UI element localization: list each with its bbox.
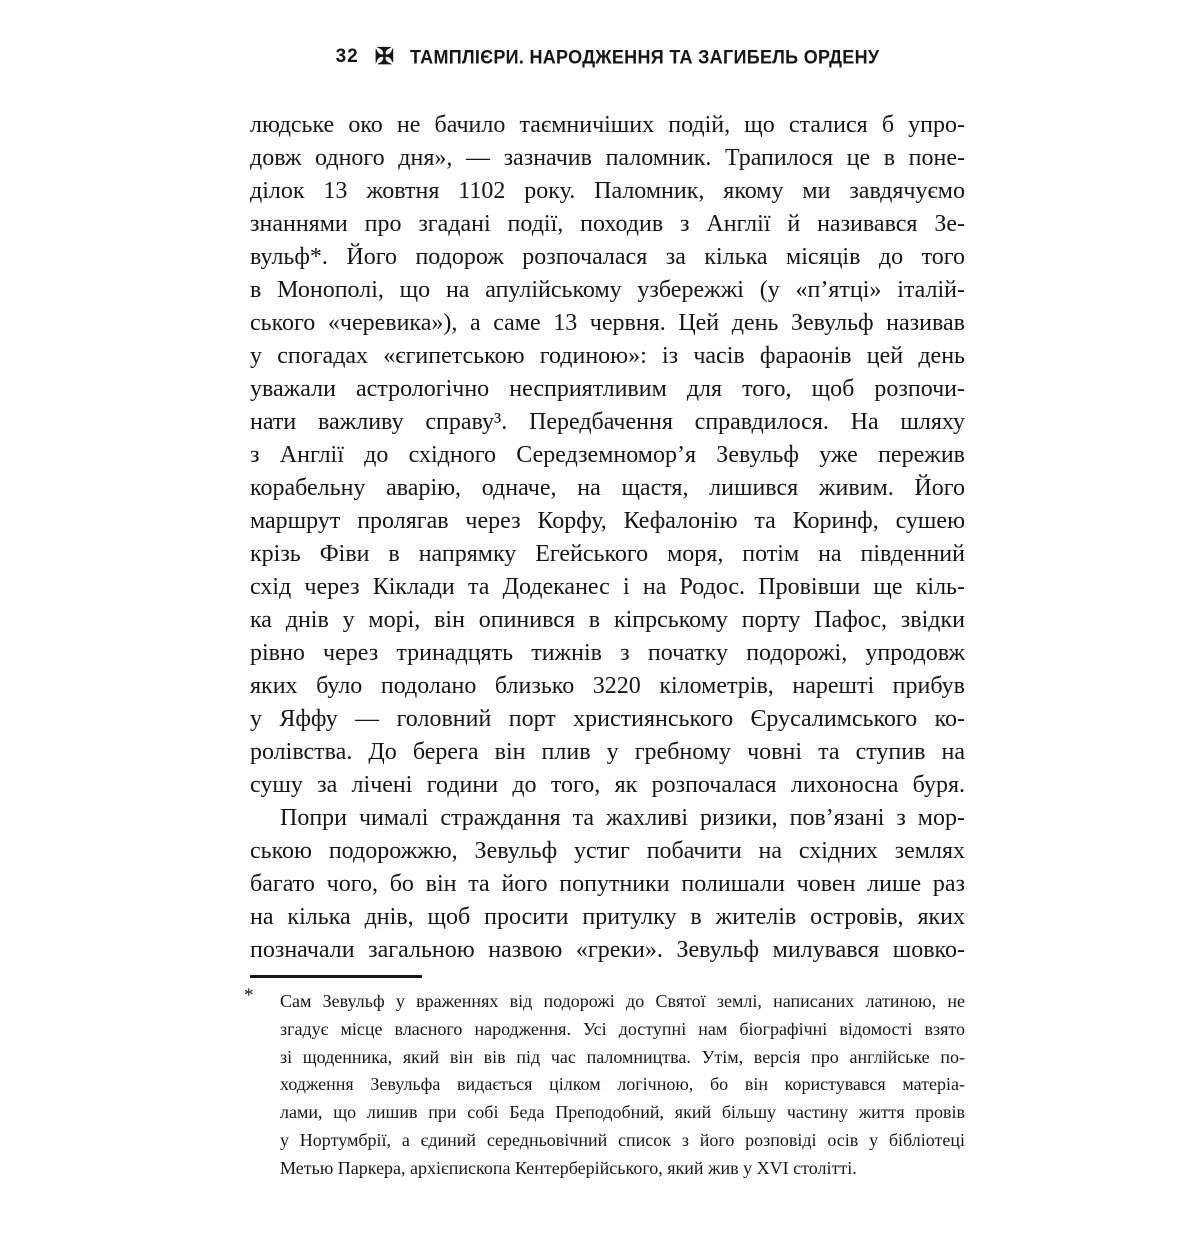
page-number: 32 <box>335 46 359 67</box>
text-line: ською подорожжю, Зевульф устиг побачити на східних землях <box>250 838 965 864</box>
paragraph-1 <box>250 109 965 802</box>
text-line: з Англії до східного Середземномор’я Зевульф уже пережив <box>250 442 965 468</box>
text-line: крізь Фіви в напрямку Егейського моря, потім на південний <box>250 541 965 567</box>
text-line: Сам Зевульф у враженнях від подорожі до Святої землі, написаних латиною, не <box>280 991 965 1011</box>
text-line: багато чого, бо він та його попутники полишали човен лише раз <box>250 871 965 897</box>
text-line: у спогадах «єгипетською годиною»: із часів фараонів цей день <box>250 343 965 369</box>
text-line: довж одного дня», — зазначив паломник. Трапилося це в поне- <box>250 145 965 171</box>
running-header <box>250 42 965 69</box>
text-line: сушу за лічені години до того, як розпочалася лихоносна буря. <box>250 772 965 798</box>
text-line: у Нортумбрії, а єдиний середньовічний список з його розповіді осів у бібліотеці <box>280 1129 965 1150</box>
text-line: схід через Кіклади та Додеканес і на Родос. Провівши ще кіль- <box>250 574 965 600</box>
text-line: Попри чималі страждання та жахливі ризики, пов’язані з мор- <box>280 805 965 831</box>
running-title: ТАМПЛІЄРИ. НАРОДЖЕННЯ ТА ЗАГИБЕЛЬ ОРДЕНУ <box>409 45 880 68</box>
text-line: лами, що лишив при собі Беда Преподобний, який більшу частину життя провів <box>280 1102 965 1123</box>
footnote-separator <box>250 975 422 978</box>
text-line: згадує місце власного народження. Усі доступні нам біографічні відомості взято <box>280 1018 965 1039</box>
paragraph-2 <box>250 802 965 967</box>
text-line: маршрут пролягав через Корфу, Кефалонію та Коринф, сушею <box>250 508 965 534</box>
text-line: нати важливу справу³. Передбачення справдилося. На шляху <box>250 409 965 435</box>
text-line: ділок 13 жовтня 1102 року. Паломник, якому ми завдячуємо <box>250 178 965 204</box>
cross-pattee-icon: ✠ <box>374 42 394 69</box>
text-line: в Монополі, що на апулійському узбережжі (у «п’ятці» італій- <box>250 277 965 303</box>
text-line: ролівства. До берега він плив у гребному човні та ступив на <box>250 739 965 765</box>
text-line: ходження Зевульфа видається цілком логічною, бо він користувався матеріа- <box>280 1074 965 1095</box>
text-line: рівно через тринадцять тижнів з початку подорожі, упродовж <box>250 640 965 666</box>
text-line: яких було подолано близько 3220 кілометрів, нарешті прибув <box>250 673 965 699</box>
text-line: уважали астрологічно несприятливим для того, щоб розпочи- <box>250 376 965 402</box>
text-line: ка днів у морі, він опинився в кіпрському порту Пафос, звідки <box>250 607 965 633</box>
footnote-text <box>280 988 965 1183</box>
footnote-marker: * <box>244 985 254 1006</box>
text-line: зі щоденника, який він вів під час паломництва. Утім, версія про англійське по- <box>280 1046 965 1067</box>
text-line: позначали загальною назвою «греки». Зевульф милувався шовко- <box>250 937 965 963</box>
text-line: ського «черевика»), а саме 13 червня. Цей день Зевульф називав <box>250 310 965 336</box>
text-line: вульф*. Його подорож розпочалася за кілька місяців до того <box>250 244 965 270</box>
text-line: на кілька днів, щоб просити притулку в жителів островів, яких <box>250 904 965 930</box>
body-text <box>250 109 965 967</box>
footnote <box>244 985 965 1183</box>
text-line: людське око не бачило таємничіших подій, що сталися б упро- <box>250 112 965 138</box>
text-line: корабельну аварію, одначе, на щастя, лишився живим. Його <box>250 475 965 501</box>
text-line: Метью Паркера, архієпископа Кентерберійського, який жив у XVI столітті. <box>280 1157 857 1178</box>
text-line: у Яффу — головний порт християнського Єрусалимського ко- <box>250 706 965 732</box>
text-line: знаннями про згадані події, походив з Англії й називався Зе- <box>250 211 965 237</box>
book-page <box>244 42 965 1183</box>
